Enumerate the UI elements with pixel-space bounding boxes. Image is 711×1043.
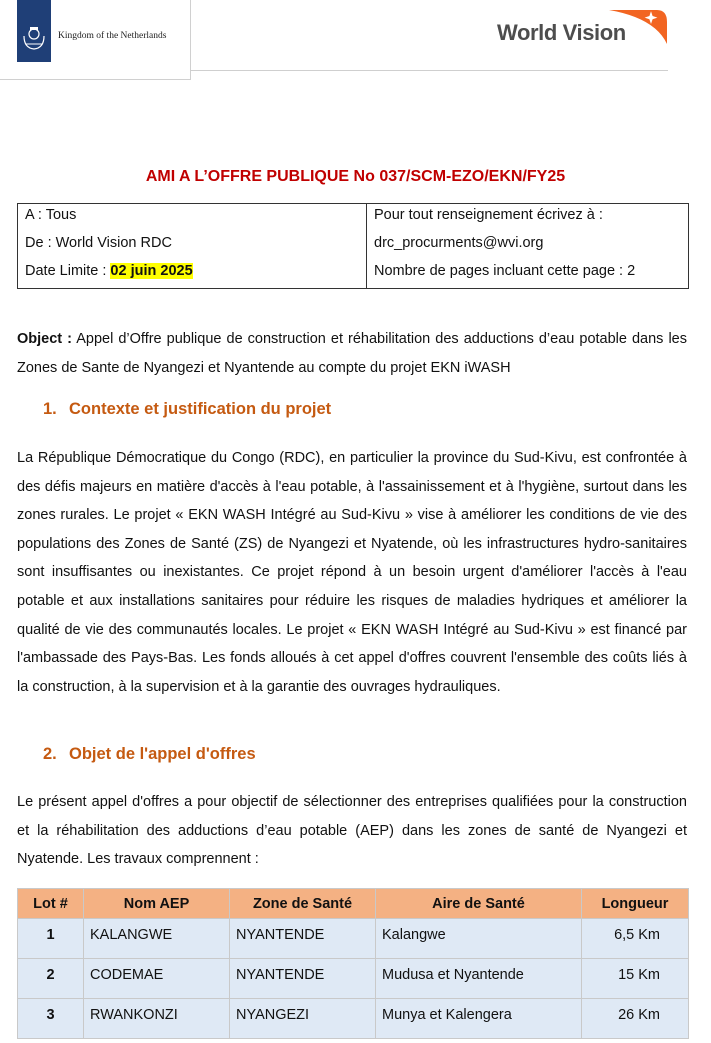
info-to: A : Tous [25, 207, 77, 223]
section-heading-2 [43, 745, 256, 764]
info-right-cell [367, 204, 689, 289]
col-header: Lot # [18, 889, 84, 919]
health-zone: NYANTENDE [230, 959, 376, 999]
col-header: Aire de Santé [376, 889, 582, 919]
lot-number: 2 [18, 959, 84, 999]
section-body-2: Le présent appel d'offres a pour objectif de sélectionner des entreprises qualifiées pour la construction et la réhabilitation des adductions d’eau potable (AEP) dans les zones de santé de Nyangezi et Nyatende. Les travaux comprennent : [17, 794, 687, 868]
netherlands-coat-of-arms-icon [17, 0, 51, 62]
world-vision-label: World Vision [497, 20, 626, 45]
world-vision-star-icon [607, 8, 669, 48]
table-row [18, 999, 689, 1039]
aep-name: KALANGWE [84, 919, 230, 959]
health-zone: NYANTENDE [230, 919, 376, 959]
object-label: Object : [17, 331, 72, 347]
section-title: Objet de l'appel d'offres [69, 745, 256, 763]
section-number: 2. [43, 745, 57, 763]
document-title: AMI A L’OFFRE PUBLIQUE No 037/SCM-EZO/EKN/FY25 [145, 168, 566, 185]
health-area: Kalangwe [376, 919, 582, 959]
lot-number: 1 [18, 919, 84, 959]
lot-number: 3 [18, 999, 84, 1039]
col-header: Nom AEP [84, 889, 230, 919]
lots-table [17, 888, 689, 1039]
table-row [18, 919, 689, 959]
length: 6,5 Km [582, 919, 689, 959]
length: 15 Km [582, 959, 689, 999]
col-header: Zone de Santé [230, 889, 376, 919]
health-area: Munya et Kalengera [376, 999, 582, 1039]
aep-name: CODEMAE [84, 959, 230, 999]
header-divider [190, 70, 668, 71]
lots-header-row [18, 889, 689, 919]
page-header [0, 0, 711, 80]
section-number: 1. [43, 400, 57, 418]
info-pages: Nombre de pages incluant cette page : 2 [374, 263, 636, 279]
info-left-cell [18, 204, 367, 289]
object-paragraph [17, 325, 687, 382]
netherlands-logo-block [0, 0, 191, 80]
length: 26 Km [582, 999, 689, 1039]
info-table [17, 203, 689, 289]
table-row [18, 959, 689, 999]
section-heading-1 [43, 400, 331, 419]
health-zone: NYANGEZI [230, 999, 376, 1039]
section-title: Contexte et justification du projet [69, 400, 332, 418]
info-from: De : World Vision RDC [25, 235, 172, 251]
netherlands-label: Kingdom of the Netherlands [58, 31, 167, 41]
info-deadline [25, 260, 359, 288]
deadline-label: Date Limite : [25, 263, 111, 279]
object-text: Appel d’Offre publique de construction et réhabilitation des adductions d’eau potable dans les Zones de Sante de Nyangezi et Nyantende au compte du projet EKN iWASH [17, 331, 688, 376]
info-contact-label: Pour tout renseignement écrivez à : [374, 207, 603, 223]
deadline-value: 02 juin 2025 [110, 263, 193, 279]
col-header: Longueur [582, 889, 689, 919]
world-vision-logo [497, 8, 672, 52]
info-contact-email: drc_procurments@wvi.org [374, 235, 544, 251]
health-area: Mudusa et Nyantende [376, 959, 582, 999]
section-body-1: La République Démocratique du Congo (RDC), en particulier la province du Sud-Kivu, est confrontée à des défis majeurs en matière d'accès à l'eau potable, à l'assainissement et à l'hygiène, surtout dans les zones rurales. Le projet « EKN WASH Intégré au Sud-Kivu » vise à améliorer les conditions de vie des populations des Zones de Santé (ZS) de Nyangezi et Nyatende, où les infrastructures hydro-sanitaires sont insuffisantes ou inexistantes. Ce projet répond à un besoin urgent d'améliorer l'accès à l'eau potable et aux installations sanitaires pour réduire les risques de maladies hydriques et améliorer la qualité de vie des communautés locales. Le projet « EKN WASH Intégré au Sud-Kivu » est financé par l'ambassade des Pays-Bas. Les fonds alloués à cet appel d'offres couvrent l'ensemble des coûts liés à la construction, à la supervision et à la garantie des ouvrages hydrauliques. [17, 450, 687, 695]
aep-name: RWANKONZI [84, 999, 230, 1039]
